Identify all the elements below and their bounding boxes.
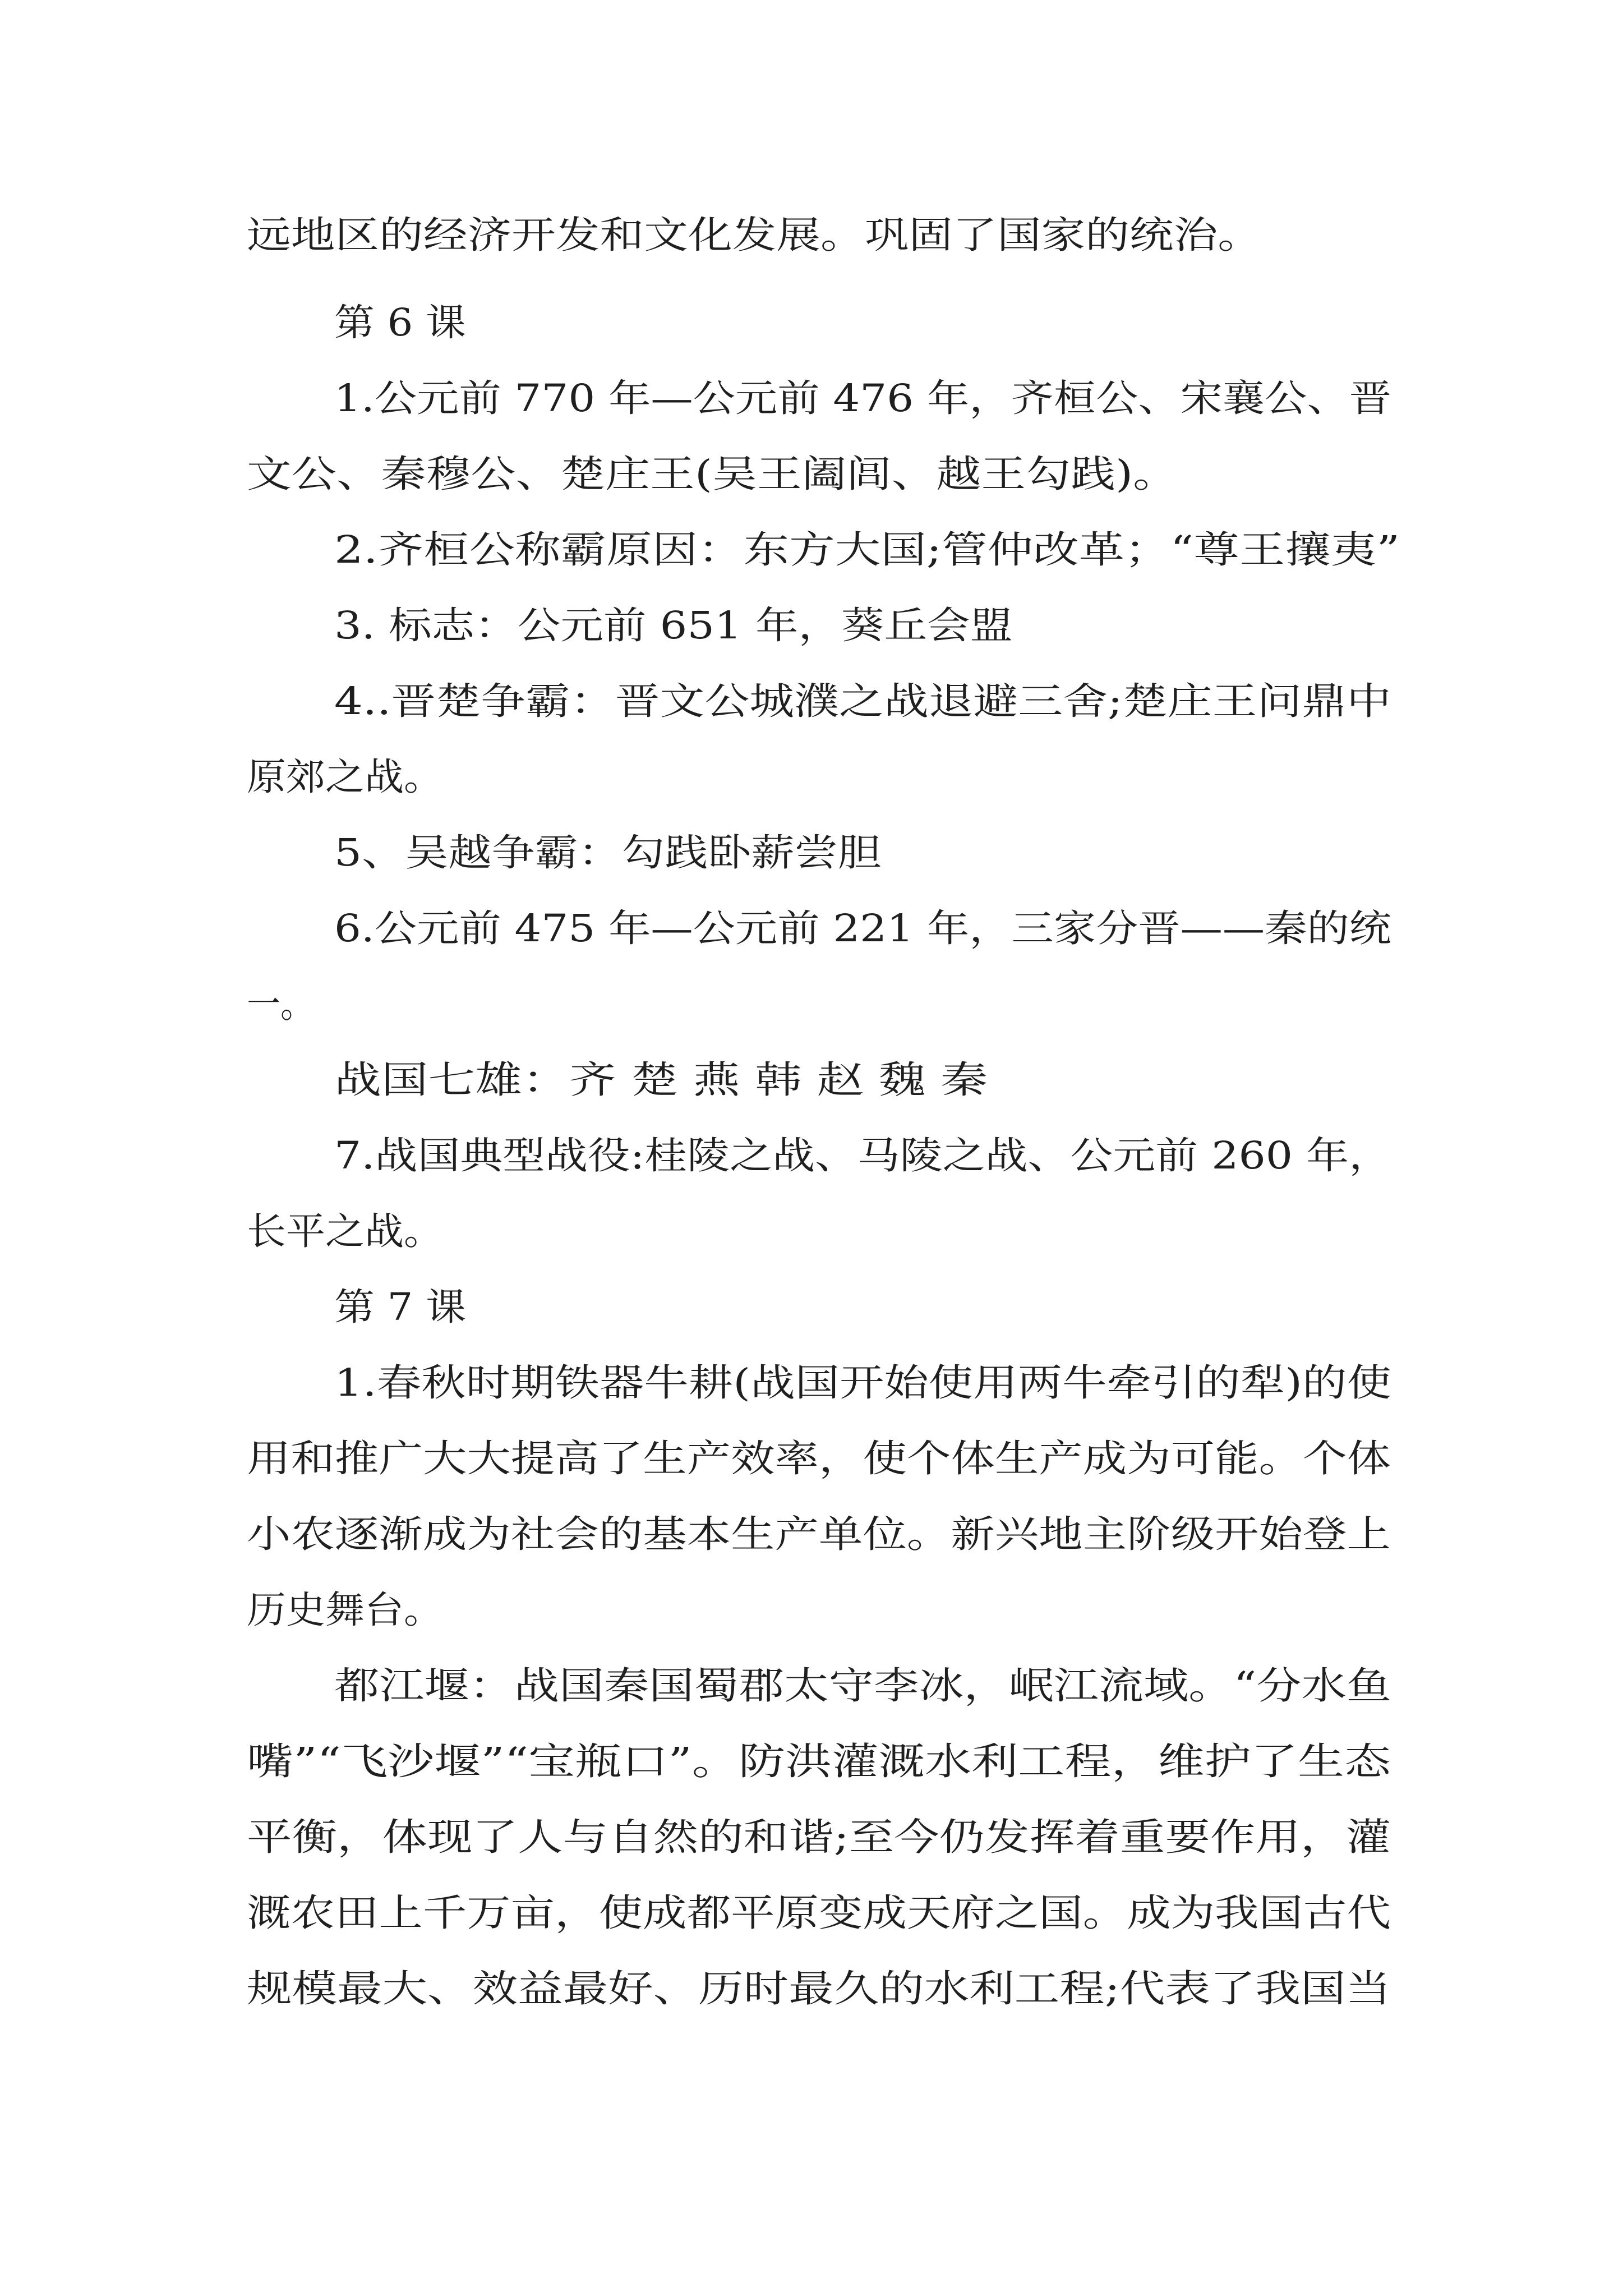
text-line-22: 平衡，体现了人与自然的和谐;至今仍发挥着重要作用，灌 — [247, 1815, 1391, 1859]
text-line-16: 1.春秋时期铁器牛耕(战国开始使用两牛牵引的犁)的使 — [334, 1361, 1391, 1405]
heading-lesson-7: 第 7 课 — [334, 1285, 466, 1329]
text-line-1: 远地区的经济开发和文化发展。巩固了国家的统治。 — [247, 213, 1262, 257]
text-line-9: 5、吴越争霸：勾践卧薪尝胆 — [334, 831, 881, 875]
heading-lesson-6: 第 6 课 — [334, 301, 466, 344]
text-line-23: 溉农田上千万亩，使成都平原变成天府之国。成为我国古代 — [247, 1891, 1391, 1935]
text-line-12: 战国七雄：齐 楚 燕 韩 赵 魏 秦 — [334, 1058, 988, 1102]
text-line-24: 规模最大、效益最好、历时最久的水利工程;代表了我国当 — [247, 1967, 1391, 2010]
text-line-19: 历史舞台。 — [247, 1588, 443, 1632]
text-line-20: 都江堰：战国秦国蜀郡太守李冰，岷江流域。“分水鱼 — [334, 1664, 1391, 1708]
text-line-14: 长平之战。 — [247, 1209, 443, 1253]
text-line-18: 小农逐渐成为社会的基本生产单位。新兴地主阶级开始登上 — [247, 1512, 1391, 1556]
text-line-3: 1.公元前 770 年—公元前 476 年，齐桓公、宋襄公、晋 — [334, 376, 1391, 420]
text-line-6: 3. 标志：公元前 651 年，葵丘会盟 — [334, 604, 1013, 647]
text-line-13: 7.战国典型战役:桂陵之战、马陵之战、公元前 260 年， — [334, 1134, 1391, 1177]
text-line-7: 4..晋楚争霸：晋文公城濮之战退避三舍;楚庄王问鼎中 — [334, 679, 1391, 723]
text-line-10: 6.公元前 475 年—公元前 221 年，三家分晋——秦的统 — [334, 907, 1391, 950]
text-line-4: 文公、秦穆公、楚庄王(吴王阖闾、越王勾践)。 — [247, 452, 1178, 496]
text-line-21: 嘴”“飞沙堰”“宝瓶口”。防洪灌溉水利工程，维护了生态 — [247, 1740, 1393, 1783]
text-line-17: 用和推广大大提高了生产效率，使个体生产成为可能。个体 — [247, 1437, 1391, 1480]
text-line-11: 一。 — [247, 982, 314, 1026]
text-line-8: 原郊之战。 — [247, 755, 443, 799]
text-line-5: 2.齐桓公称霸原因：东方大国;管仲改革；“尊王攘夷” — [334, 528, 1400, 572]
